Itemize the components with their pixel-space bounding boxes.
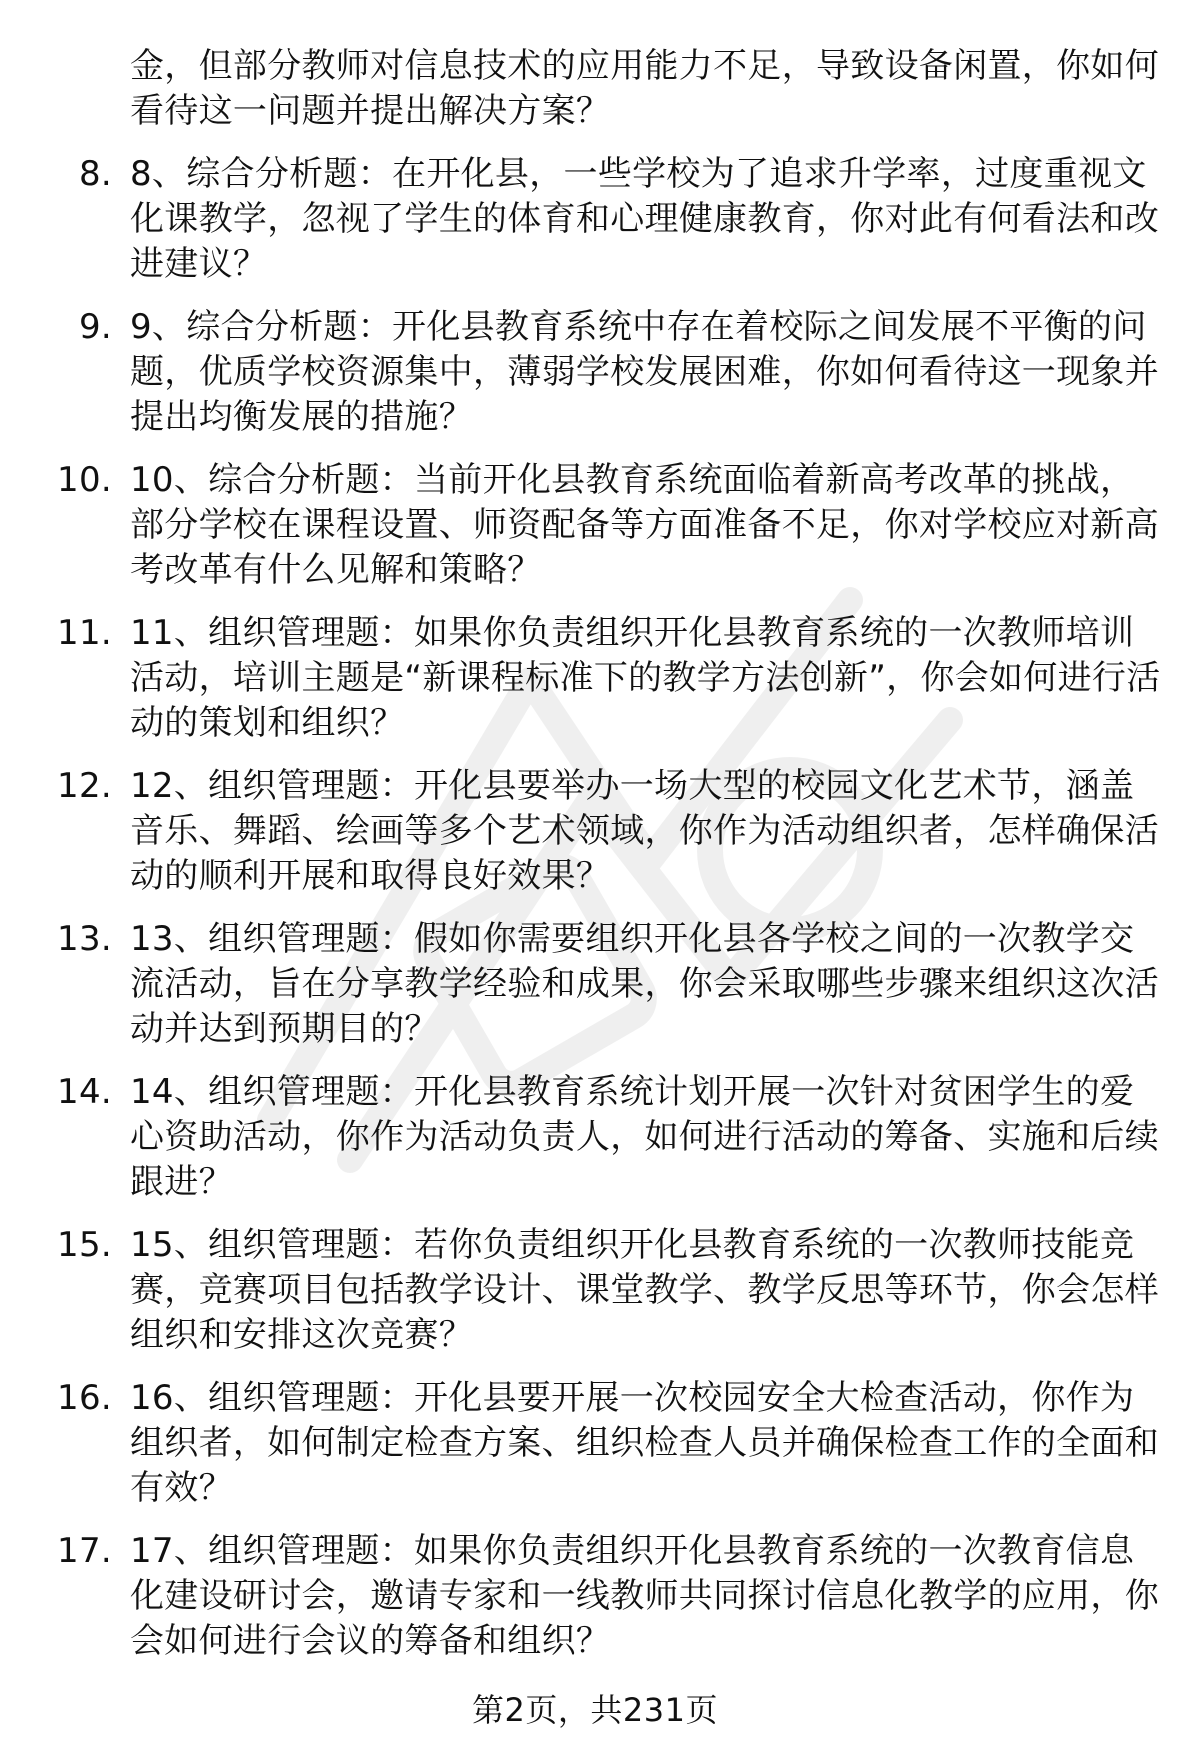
question-text: 12、组织管理题：开化县要举办一场大型的校园文化艺术节，涵盖音乐、舞蹈、绘画等多个艺术领域，你作为活动组织者，怎样确保活动的顺利开展和取得良好效果？ <box>130 766 1159 896</box>
list-item <box>0 917 1190 1052</box>
question-number: 12. <box>57 766 112 806</box>
list-item <box>0 611 1190 746</box>
question-text: 15、组织管理题：若你负责组织开化县教育系统的一次教师技能竞赛，竞赛项目包括教学设计、课堂教学、教学反思等环节，你会怎样组织和安排这次竞赛？ <box>130 1225 1159 1355</box>
question-number: 13. <box>57 919 112 959</box>
list-item <box>0 458 1190 593</box>
question-list <box>0 152 1190 1664</box>
question-number: 16. <box>57 1378 112 1418</box>
list-item <box>0 764 1190 899</box>
question-number: 15. <box>57 1225 112 1265</box>
page-footer: 第2页，共231页 <box>472 1691 718 1729</box>
list-item <box>0 305 1190 440</box>
question-number: 10. <box>57 460 112 500</box>
question-text: 9、综合分析题：开化县教育系统中存在着校际之间发展不平衡的问题，优质学校资源集中，薄弱学校发展困难，你如何看待这一现象并提出均衡发展的措施？ <box>130 307 1159 437</box>
question-text: 8、综合分析题：在开化县，一些学校为了追求升学率，过度重视文化课教学，忽视了学生的体育和心理健康教育，你对此有何看法和改进建议？ <box>130 154 1159 284</box>
list-item <box>0 152 1190 287</box>
list-item <box>0 1070 1190 1205</box>
question-number: 11. <box>57 613 112 653</box>
question-text: 11、组织管理题：如果你负责组织开化县教育系统的一次教师培训活动，培训主题是“新课程标准下的教学方法创新”，你会如何进行活动的策划和组织？ <box>130 613 1161 743</box>
list-item <box>0 1529 1190 1664</box>
question-text: 16、组织管理题：开化县要开展一次校园安全大检查活动，你作为组织者，如何制定检查方案、组织检查人员并确保检查工作的全面和有效？ <box>130 1378 1159 1508</box>
question-number: 17. <box>57 1531 112 1571</box>
question-number: 8. <box>78 154 112 194</box>
question-text: 13、组织管理题：假如你需要组织开化县各学校之间的一次教学交流活动，旨在分享教学经验和成果，你会采取哪些步骤来组织这次活动并达到预期目的？ <box>130 919 1159 1049</box>
question-text: 10、综合分析题：当前开化县教育系统面临着新高考改革的挑战，部分学校在课程设置、师资配备等方面准备不足，你对学校应对新高考改革有什么见解和策略？ <box>130 460 1159 590</box>
question-text: 17、组织管理题：如果你负责组织开化县教育系统的一次教育信息化建设研讨会，邀请专家和一线教师共同探讨信息化教学的应用，你会如何进行会议的筹备和组织？ <box>130 1531 1159 1661</box>
list-item <box>0 1376 1190 1511</box>
list-item <box>0 1223 1190 1358</box>
document-body <box>0 44 1190 1664</box>
question-number: 14. <box>57 1072 112 1112</box>
question-text: 14、组织管理题：开化县教育系统计划开展一次针对贫困学生的爱心资助活动，你作为活动负责人，如何进行活动的筹备、实施和后续跟进？ <box>130 1072 1159 1202</box>
continued-question-text: 金，但部分教师对信息技术的应用能力不足，导致设备闲置，你如何看待这一问题并提出解决方案？ <box>130 46 1159 131</box>
question-number: 9. <box>78 307 112 347</box>
